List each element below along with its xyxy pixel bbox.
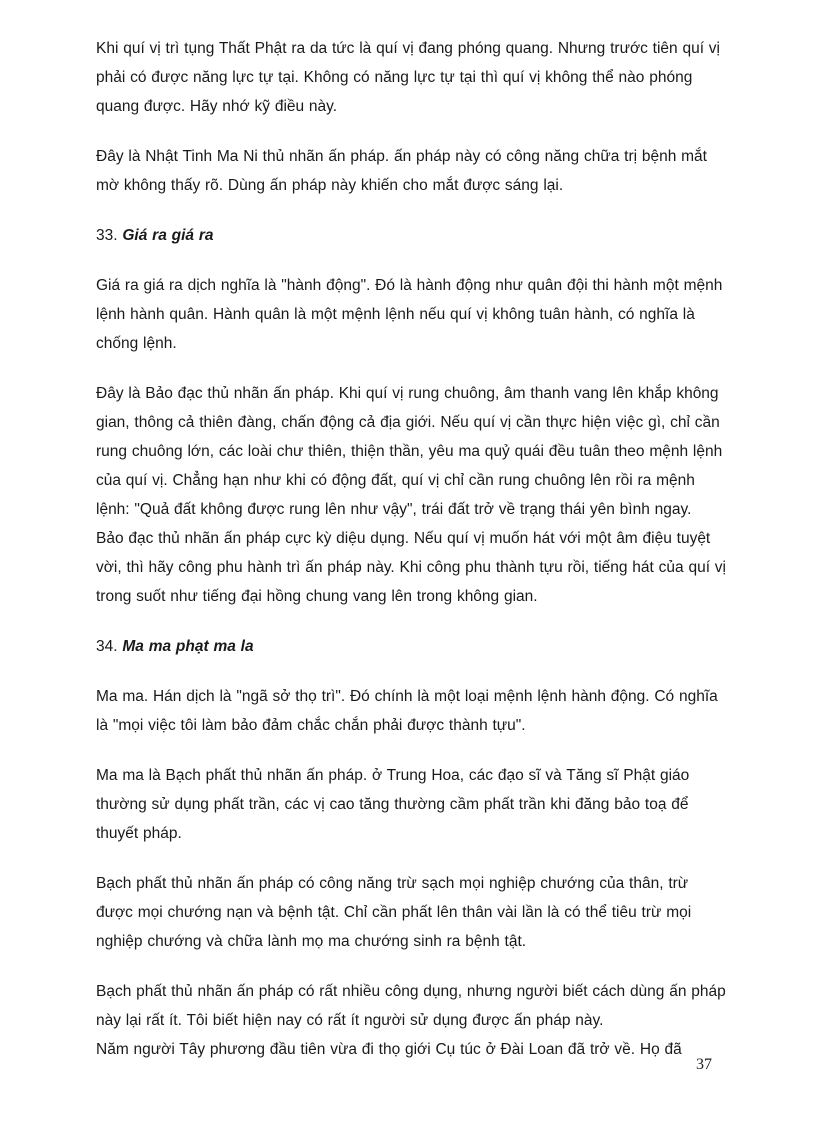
section-title: Giá ra giá ra <box>122 227 214 244</box>
paragraph-bao-dac: Đây là Bảo đạc thủ nhãn ấn pháp. Khi quí vị rung chuông, âm thanh vang lên khắp không gian, thông cả thiên đàng, chấn động cả địa giới. Nếu quí vị cần thực hiện việc gì, chỉ cần rung chuông lớn, các loài chư thiên, thiện thần, yêu ma quỷ quái đều tuân theo mệnh lệnh của quí vị. Chẳng hạn như khi có động đất, quí vị chỉ cần rung chuông lên rồi ra mệnh lệnh: "Quả đất không được rung lên như vậy", trái đất trở về trạng thái yên bình ngay. <box>96 385 723 518</box>
paragraph-bach-phat: Ma ma là Bạch phất thủ nhãn ấn pháp. ở Trung Hoa, các đạo sĩ và Tăng sĩ Phật giáo thường sử dụng phất trần, các vị cao tăng thường cầm phất trần khi đăng bảo toạ để thuyết pháp. <box>96 767 690 842</box>
paragraph-nam-nguoi-tay-phuong: Năm người Tây phương đầu tiên vừa đi thọ giới Cụ túc ở Đài Loan đã trở về. Họ đã <box>96 1041 682 1058</box>
paragraph-bach-phat-cong-nang: Bạch phất thủ nhãn ấn pháp có công năng trừ sạch mọi nghiệp chướng của thân, trừ được mọi chướng nạn và bệnh tật. Chỉ cần phất lên thân vài lần là có thể tiêu trừ mọi nghiệp chướng và chữa lành mọ ma chướng sinh ra bệnh tật. <box>96 875 692 950</box>
section-number: 34. <box>96 638 118 655</box>
paragraph-ma-ma: Ma ma. Hán dịch là "ngã sở thọ trì". Đó chính là một loại mệnh lệnh hành động. Có nghĩa là "mọi việc tôi làm bảo đảm chắc chắn phải được thành tựu". <box>96 688 718 734</box>
section-number: 33. <box>96 227 118 244</box>
paragraph-bach-phat-cong-dung: Bạch phất thủ nhãn ấn pháp có rất nhiều công dụng, nhưng người biết cách dùng ấn pháp này lại rất ít. Tôi biết hiện nay có rất ít người sử dụng được ấn pháp này. <box>96 983 726 1029</box>
paragraph-phong-quang: Khi quí vị trì tụng Thất Phật ra da tức là quí vị đang phóng quang. Nhưng trước tiên quí vị phải có được năng lực tự tại. Không có năng lực tự tại thì quí vị không thể nào phóng quang được. Hãy nhớ kỹ điều này. <box>96 40 721 115</box>
section-heading-33 <box>96 221 726 250</box>
section-title: Ma ma phạt ma la <box>122 638 254 655</box>
page-number: 37 <box>696 1056 712 1073</box>
paragraph-gia-ra: Giá ra giá ra dịch nghĩa là "hành động". Đó là hành động như quân đội thi hành một mệnh lệnh hành quân. Hành quân là một mệnh lệnh nếu quí vị không tuân hành, có nghĩa là chống lệnh. <box>96 277 723 352</box>
paragraph-nhat-tinh-ma-ni: Đây là Nhật Tinh Ma Ni thủ nhãn ấn pháp. ấn pháp này có công năng chữa trị bệnh mắt mờ không thấy rõ. Dùng ấn pháp này khiến cho mắt được sáng lại. <box>96 148 707 194</box>
section-heading-34 <box>96 632 726 661</box>
document-page <box>96 34 726 1064</box>
paragraph-bao-dac-dieu-dung: Bảo đạc thủ nhãn ấn pháp cực kỳ diệu dụng. Nếu quí vị muốn hát với một âm điệu tuyệt vời, thì hãy công phu hành trì ấn pháp này. Khi công phu thành tựu rồi, tiếng hát của quí vị trong suốt như tiếng đại hồng chung vang lên trong không gian. <box>96 530 726 605</box>
